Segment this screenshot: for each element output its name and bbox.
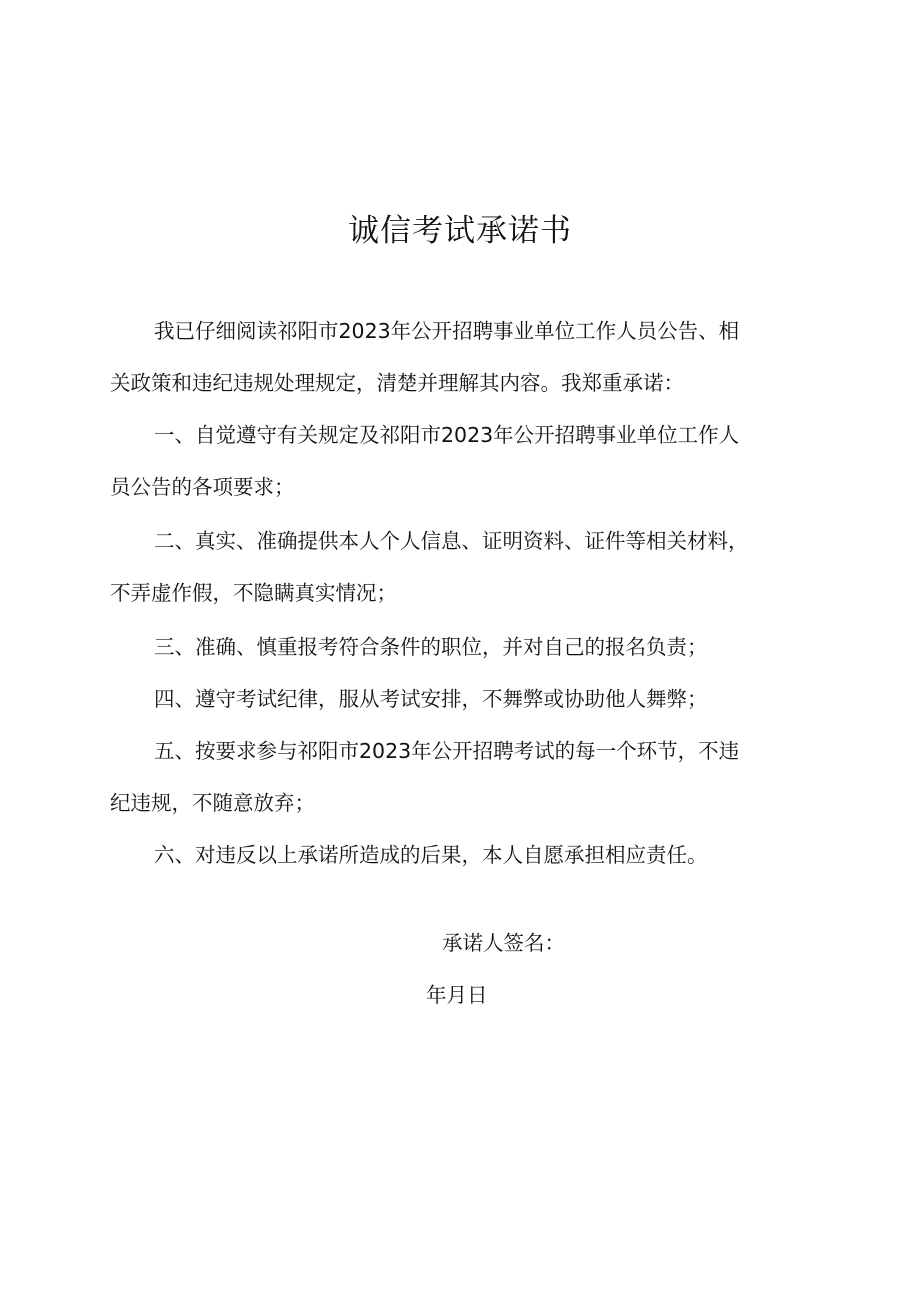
- pledge-item-5-line-2: 纪违规，不随意放弃；: [110, 791, 315, 815]
- intro-line-1: 我已仔细阅读祁阳市2023年公开招聘事业单位工作人员公告、相: [154, 319, 740, 343]
- pledge-item-3: 三、准确、慎重报考符合条件的职位，并对自己的报名负责；: [154, 635, 708, 659]
- pledge-item-6: 六、对违反以上承诺所造成的后果，本人自愿承担相应责任。: [154, 843, 708, 867]
- pledge-item-5-line-1: 五、按要求参与祁阳市2023年公开招聘考试的每一个环节，不违: [154, 739, 740, 763]
- document-title: 诚信考试承诺书: [348, 213, 572, 249]
- pledge-item-1-line-1: 一、自觉遵守有关规定及祁阳市2023年公开招聘事业单位工作人: [154, 423, 740, 447]
- intro-line-2: 关政策和违纪违规处理规定，清楚并理解其内容。我郑重承诺：: [110, 371, 684, 395]
- pledge-item-2-line-1: 二、真实、准确提供本人个人信息、证明资料、证件等相关材料，: [154, 529, 749, 553]
- pledge-item-1-line-2: 员公告的各项要求；: [110, 475, 295, 499]
- pledge-item-4: 四、遵守考试纪律，服从考试安排，不舞弊或协助他人舞弊；: [154, 687, 708, 711]
- pledge-item-2-line-2: 不弄虚作假，不隐瞒真实情况；: [110, 581, 397, 605]
- date-label: 年月日: [426, 983, 488, 1007]
- signature-label: 承诺人签名：: [442, 931, 565, 955]
